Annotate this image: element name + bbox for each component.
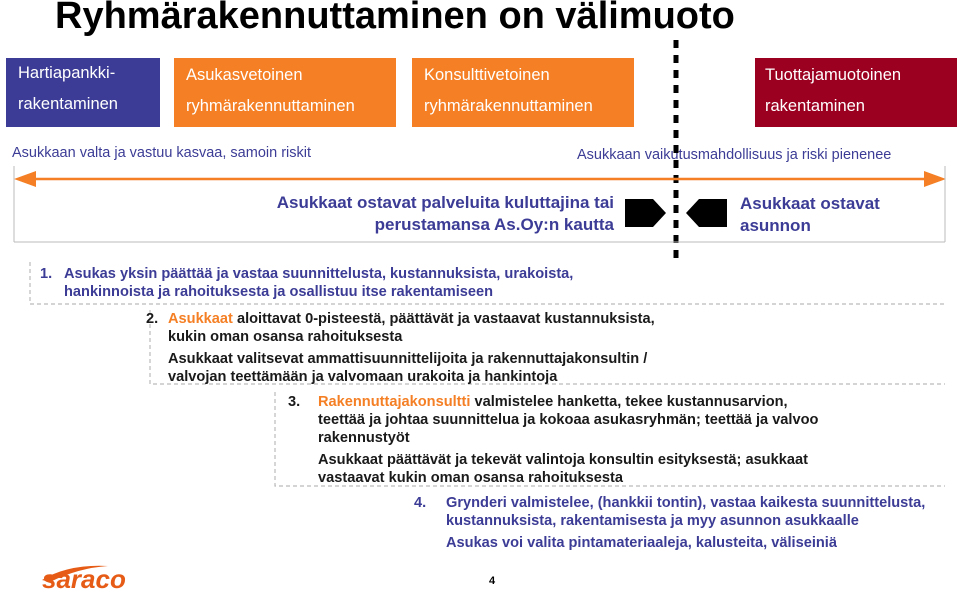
axis-right-label: Asukkaan vaikutusmahdollisuus ja riski pienenee xyxy=(577,147,892,163)
step-3-text xyxy=(318,393,948,487)
step-2-line-3: Asukkaat valitsevat ammattisuunnittelijoita ja rakennuttajakonsultin / xyxy=(168,351,648,367)
logo-icon xyxy=(38,558,160,590)
category-line-1: Asukasvetoinen xyxy=(186,66,303,84)
step-3-line-4: Asukkaat päättävät ja tekevät valintoja konsultin esityksestä; asukkaat xyxy=(318,452,808,468)
arrow-shape-left xyxy=(625,199,666,227)
category-line-2: rakentaminen xyxy=(18,95,118,113)
arrow-right-line-1: Asukkaat ostavat xyxy=(740,194,880,213)
step-1-text xyxy=(64,265,944,301)
step-1-line-2: hankinnoista ja rahoituksesta ja osallistuu itse rakentamiseen xyxy=(64,284,494,300)
step-1-number: 1. xyxy=(40,266,53,282)
step-3-line-3: rakennustyöt xyxy=(318,430,410,446)
category-line-1: Tuottajamuotoinen xyxy=(765,66,902,84)
category-line-1: Konsulttivetoinen xyxy=(424,66,550,84)
step-2-line-2: kukin oman osansa rahoituksesta xyxy=(168,329,403,345)
step-2-line-1-rest: aloittavat 0-pisteestä, päättävät ja vastaavat kustannuksista, xyxy=(232,311,655,327)
arrow-right-line-2: asunnon xyxy=(740,216,811,235)
page-title: Ryhmärakennuttaminen on välimuoto xyxy=(55,0,735,37)
step-3-line-2: teettää ja johtaa suunnittelua ja kokoaa asukasryhmän; teettää ja valvoo xyxy=(318,412,819,428)
arrow-left-head xyxy=(14,171,36,187)
arrow-left-line-1: Asukkaat ostavat palveluita kuluttajina tai xyxy=(276,193,614,212)
step-3-line-5: vastaavat kukin oman osansa rahoituksesta xyxy=(318,470,623,486)
arrow-right-text xyxy=(740,193,940,237)
step-3-line-1 xyxy=(318,393,948,411)
logo-text: saraco xyxy=(42,564,126,590)
category-line-1: Hartiapankki- xyxy=(18,64,116,82)
arrow-right-head xyxy=(924,171,946,187)
page-number: 4 xyxy=(489,575,496,587)
step-3-lead: Rakennuttajakonsultti xyxy=(318,394,471,410)
category-line-2: rakentaminen xyxy=(765,97,865,115)
step-2-line-1 xyxy=(168,310,938,328)
arrow-left-line-2: perustamansa As.Oy:n kautta xyxy=(374,215,614,234)
step-4-line-3: Asukas voi valita pintamateriaaleja, kalusteita, väliseiniä xyxy=(446,535,837,551)
step-2-line-4: valvojan teettämään ja valvomaan urakoita ja hankintoja xyxy=(168,369,558,385)
category-line-2: ryhmärakennuttaminen xyxy=(186,97,355,115)
step-2-number: 2. xyxy=(146,311,159,327)
step-4-line-1: Grynderi valmistelee, (hankkii tontin), vastaa kaikesta suunnittelusta, xyxy=(446,495,926,511)
step-3-line-1-rest: valmistelee hanketta, tekee kustannusarvion, xyxy=(470,394,788,410)
step-4-number: 4. xyxy=(414,495,427,511)
step-3-number: 3. xyxy=(288,394,301,410)
step-2-lead: Asukkaat xyxy=(168,311,233,327)
arrow-left-text xyxy=(210,192,614,236)
axis-left-label: Asukkaan valta ja vastuu kasvaa, samoin riskit xyxy=(12,145,311,161)
step-2-text xyxy=(168,310,938,386)
step-4-line-2: kustannuksista, rakentamisesta ja myy asunnon asukkaalle xyxy=(446,513,859,529)
step-1-line-1: Asukas yksin päättää ja vastaa suunnittelusta, kustannuksista, urakoista, xyxy=(64,266,574,282)
step-4-text xyxy=(446,494,956,552)
saraco-logo xyxy=(38,558,160,590)
category-line-2: ryhmärakennuttaminen xyxy=(424,97,593,115)
arrow-shape-right xyxy=(686,199,727,227)
